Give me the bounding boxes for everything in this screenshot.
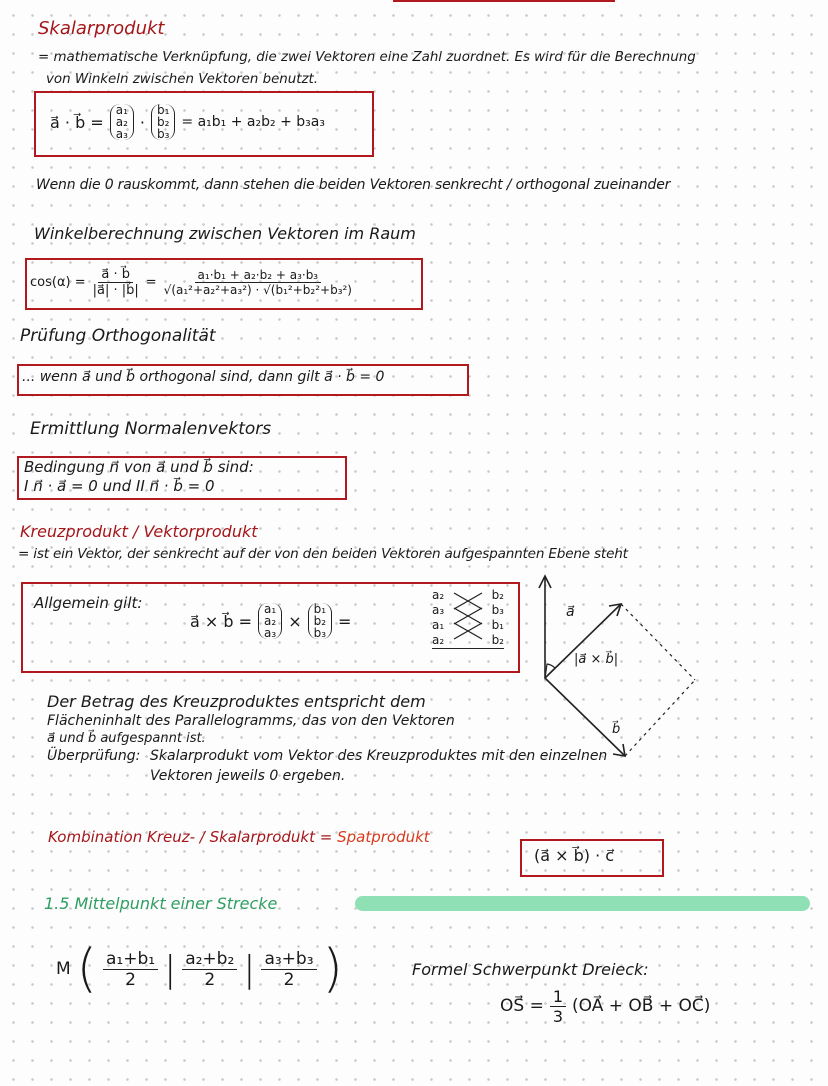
vector-b-1: b₁ (156, 103, 170, 117)
winkel-heading: Winkelberechnung zwischen Vektoren im Raum (34, 224, 416, 243)
winkel-formula (30, 260, 355, 304)
schwer-rhs: (OA⃗ + OB⃗ + OC⃗) (572, 996, 711, 1016)
mittel-den-2: 2 (204, 969, 216, 990)
skalar-def-line1: = mathematische Verknüpfung, die zwei Vektoren eine Zahl zuordnet. Es wird für die Berechnung (38, 50, 696, 65)
mittel-frac-1 (103, 949, 158, 990)
kreuz-a-1: a₁ (264, 602, 277, 616)
mittel-frac-2 (182, 949, 237, 990)
sketch-label-axb: |a⃗ × b⃗| (574, 652, 619, 667)
kreuz-pruef-label: Überprüfung: (47, 748, 141, 764)
vector-b (151, 104, 175, 140)
vector-a (110, 104, 134, 140)
scheme-left: a₂ (432, 588, 445, 602)
winkel-fraction-2 (161, 268, 355, 297)
paren-open: ( (76, 939, 97, 999)
skalar-result: = a₁b₁ + a₂b₂ + b₃a₃ (181, 114, 325, 130)
scheme-crosses (432, 588, 504, 650)
winkel-equals: = (145, 274, 157, 290)
mittel-den-1: 2 (125, 969, 136, 990)
normal-heading: Ermittlung Normalenvektors (30, 419, 272, 439)
mittel-sep-1: | (164, 948, 177, 990)
kreuz-allgemein: Allgemein gilt: (34, 594, 143, 612)
spat-text2: Spatprodukt (337, 828, 430, 846)
vector-a-2: a₂ (115, 115, 128, 129)
mittel-num-1: a₁+b₁ (103, 949, 158, 970)
mittel-den-3: 2 (283, 969, 295, 990)
parallelogram-sketch (525, 570, 715, 770)
mittelpunkt-heading: 1.5 Mittelpunkt einer Strecke (44, 894, 278, 913)
schwerpunkt-formula (500, 984, 710, 1028)
spat-text1: Kombination Kreuz- / Skalarprodukt (48, 828, 315, 846)
kreuz-a-2: a₂ (264, 614, 277, 628)
spat-line (48, 828, 430, 846)
mittel-sep-2: | (243, 948, 256, 990)
winkel-num-1: a⃗ · b⃗ (98, 267, 133, 283)
schwer-fraction (550, 987, 566, 1026)
schwer-lhs: OS⃗ = (500, 996, 544, 1016)
kreuz-a-3: a₃ (264, 626, 277, 640)
scheme-left: a₂ (432, 633, 445, 647)
winkel-den-2: √(a₁²+a₂²+a₃²) · √(b₁²+b₂²+b₃²) (163, 282, 352, 297)
scheme-left: a₃ (432, 603, 445, 617)
kreuz-lhs: a⃗ × b⃗ = (190, 611, 253, 631)
schwer-num: 1 (550, 987, 566, 1007)
skalar-formula (50, 93, 325, 151)
winkel-fraction-1 (90, 267, 142, 298)
schwerpunkt-label: Formel Schwerpunkt Dreieck: (412, 960, 649, 979)
normal-line1: Bedingung n⃗ von a⃗ und b⃗ sind: (24, 458, 254, 476)
mittelpunkt-M: M (56, 959, 71, 979)
vector-a-3: a₃ (115, 127, 128, 141)
kreuz-pruef-line2: Vektoren jeweils 0 ergeben. (150, 768, 346, 784)
vector-a-1: a₁ (115, 103, 128, 117)
top-red-rule (393, 0, 615, 2)
kreuz-betrag-line2: Flächeninhalt des Parallelogramms, das von den Vektoren (47, 713, 455, 729)
schwer-den: 3 (552, 1006, 564, 1026)
skalar-title: Skalarprodukt (38, 18, 165, 39)
kreuz-vector-a (258, 603, 282, 639)
winkel-num-2: a₁·b₁ + a₂·b₂ + a₃·b₃ (195, 268, 322, 283)
mittel-frac-3 (261, 949, 316, 990)
vector-b-2: b₂ (156, 115, 170, 129)
orthogonal-note: Wenn die 0 rauskommt, dann stehen die beiden Vektoren senkrecht / orthogonal zueinander (36, 177, 671, 193)
scheme-right: b₂ (491, 588, 504, 602)
kreuz-betrag-line1: Der Betrag des Kreuzproduktes entspricht dem (47, 692, 426, 711)
skalar-lhs: a⃗ · b⃗ = (50, 112, 104, 132)
kreuz-title: Kreuzprodukt / Vektorprodukt (20, 522, 258, 541)
spat-formula: (a⃗ × b⃗) · c⃗ (534, 846, 615, 865)
scheme-right: b₂ (491, 633, 504, 647)
kreuz-def: = ist ein Vektor, der senkrecht auf der von den beiden Vektoren aufgespannten Ebene steht (18, 546, 628, 562)
mittelpunkt-formula (56, 934, 343, 1004)
mittel-num-3: a₃+b₃ (261, 949, 316, 970)
scheme-right: b₃ (491, 603, 504, 617)
cross-scheme (432, 588, 504, 649)
pruefung-heading: Prüfung Orthogonalität (20, 326, 216, 346)
kreuz-equals: = (338, 611, 352, 631)
scheme-right: b₁ (491, 618, 504, 632)
cos-lhs: cos(α) = (30, 274, 86, 290)
scheme-left: a₁ (432, 618, 445, 632)
kreuz-b-2: b₂ (313, 614, 327, 628)
kreuz-betrag-line3: a⃗ und b⃗ aufgespannt ist. (47, 731, 206, 746)
skalar-def-line2: von Winkeln zwischen Vektoren benutzt. (46, 72, 319, 87)
kreuz-b-1: b₁ (313, 602, 327, 616)
kreuz-vector-b (308, 603, 332, 639)
sketch-label-b: b⃗ (612, 722, 621, 737)
kreuz-pruef-line1: Skalarprodukt vom Vektor des Kreuzproduktes mit den einzelnen (150, 748, 608, 764)
pruefung-text: ... wenn a⃗ und b⃗ orthogonal sind, dann gilt a⃗ · b⃗ = 0 (22, 369, 385, 385)
cross-operator: × (288, 611, 302, 631)
dot-operator: · (139, 112, 145, 132)
paren-close: ) (322, 939, 343, 999)
sketch-label-a: a⃗ (566, 604, 575, 620)
kreuz-b-3: b₃ (313, 626, 327, 640)
normal-line2: I n⃗ · a⃗ = 0 und II n⃗ · b⃗ = 0 (24, 477, 215, 495)
kreuz-formula (190, 588, 351, 654)
heading-highlight-bar (355, 896, 810, 911)
spat-equals: = (314, 828, 338, 846)
mittel-num-2: a₂+b₂ (182, 949, 237, 970)
winkel-den-1: |a⃗| · |b⃗| (92, 282, 139, 298)
vector-b-3: b₃ (156, 127, 170, 141)
